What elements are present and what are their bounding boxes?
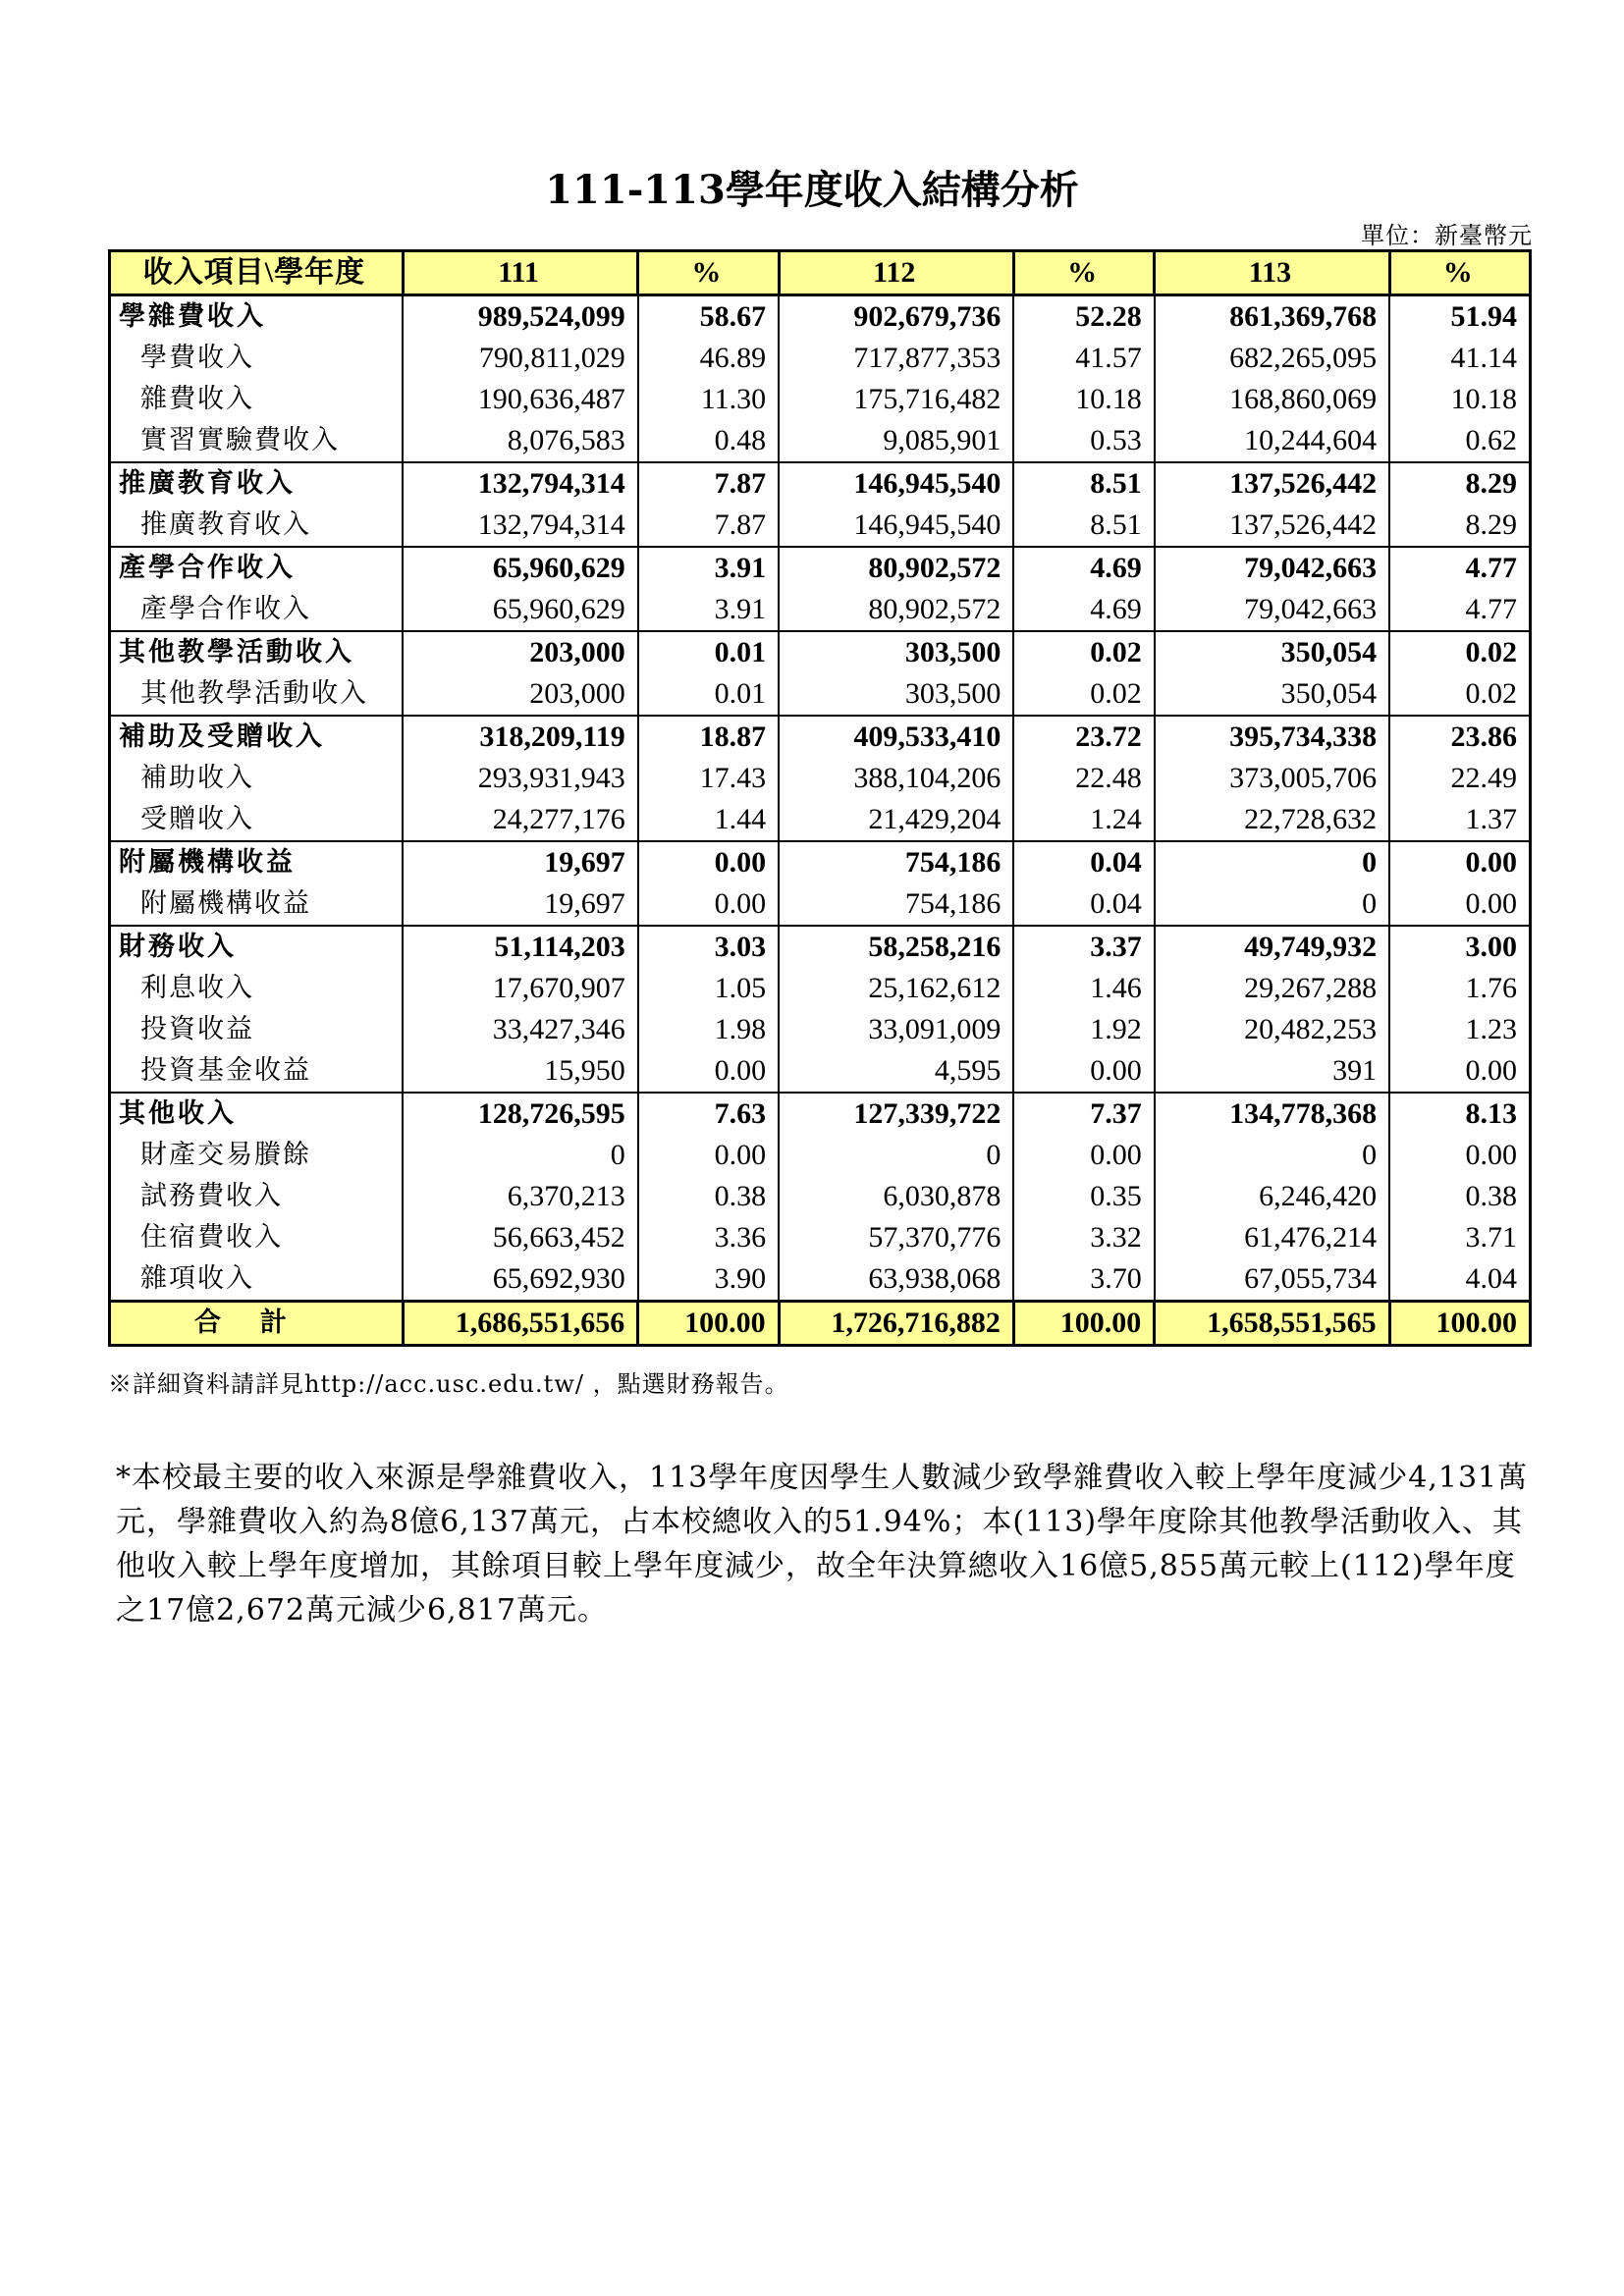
- header-year-111: 111: [403, 251, 637, 295]
- pct-111: 0.38: [638, 1176, 779, 1217]
- pct-112: 0.04: [1013, 841, 1154, 883]
- subitem-row: [110, 505, 1531, 547]
- subitem-row: [110, 1050, 1531, 1093]
- value-112: 717,877,353: [779, 338, 1013, 379]
- value-111: 15,950: [403, 1050, 637, 1093]
- value-111: 293,931,943: [403, 758, 637, 799]
- value-113: 137,526,442: [1155, 505, 1389, 547]
- pct-113: 3.00: [1389, 926, 1530, 968]
- pct-111: 0.00: [638, 1135, 779, 1176]
- value-113: 6,246,420: [1155, 1176, 1389, 1217]
- value-113: 682,265,095: [1155, 338, 1389, 379]
- pct-112: 52.28: [1013, 295, 1154, 339]
- item-label: 財務收入: [110, 926, 404, 968]
- pct-112: 23.72: [1013, 716, 1154, 758]
- item-label: 產學合作收入: [110, 547, 404, 589]
- item-label: 實習實驗費收入: [110, 420, 404, 462]
- pct-112: 4.69: [1013, 589, 1154, 631]
- pct-113: 0.38: [1389, 1176, 1530, 1217]
- item-label: 雜項收入: [110, 1258, 404, 1302]
- value-112: 127,339,722: [779, 1093, 1013, 1135]
- pct-113: 4.04: [1389, 1258, 1530, 1302]
- header-pct: %: [638, 251, 779, 295]
- value-112: 9,085,901: [779, 420, 1013, 462]
- revenue-table: [108, 249, 1532, 1347]
- pct-111: 0.00: [638, 841, 779, 883]
- pct-112: 3.70: [1013, 1258, 1154, 1302]
- value-113: 29,267,288: [1155, 968, 1389, 1009]
- item-label: 其他收入: [110, 1093, 404, 1135]
- value-112: 58,258,216: [779, 926, 1013, 968]
- summary-paragraph: *本校最主要的收入來源是學雜費收入，113學年度因學生人數減少致學雜費收入較上學年度減少4,131萬元，學雜費收入約為8億6,137萬元，占本校總收入的51.94%；本(113)學年度除其他教學活動收入、其他收入較上學年度增加，其餘項目較上學年度減少，故全年決算總收入16億5,855萬元較上(112)學年度之17億2,672萬元減少6,817萬元。: [116, 1461, 1529, 1628]
- subitem-row: [110, 1135, 1531, 1176]
- subitem-row: [110, 1009, 1531, 1050]
- table-header-row: [110, 251, 1531, 295]
- value-113: 79,042,663: [1155, 589, 1389, 631]
- value-113: 168,860,069: [1155, 379, 1389, 420]
- pct-112: 8.51: [1013, 462, 1154, 505]
- pct-113: 8.13: [1389, 1093, 1530, 1135]
- header-pct: %: [1013, 251, 1154, 295]
- total-row: [110, 1302, 1531, 1346]
- pct-112: 41.57: [1013, 338, 1154, 379]
- pct-113: 1.37: [1389, 799, 1530, 841]
- pct-111: 0.01: [638, 673, 779, 716]
- pct-112: 3.37: [1013, 926, 1154, 968]
- value-111: 65,960,629: [403, 589, 637, 631]
- pct-113: 10.18: [1389, 379, 1530, 420]
- value-113: 10,244,604: [1155, 420, 1389, 462]
- category-row: [110, 295, 1531, 339]
- header-year-113: 113: [1155, 251, 1389, 295]
- item-label: 投資收益: [110, 1009, 404, 1050]
- pct-113: 41.14: [1389, 338, 1530, 379]
- pct-111: 18.87: [638, 716, 779, 758]
- pct-113: 22.49: [1389, 758, 1530, 799]
- subitem-row: [110, 379, 1531, 420]
- total-113-pct: 100.00: [1389, 1302, 1530, 1346]
- category-row: [110, 1093, 1531, 1135]
- item-label: 財產交易賸餘: [110, 1135, 404, 1176]
- value-112: 80,902,572: [779, 547, 1013, 589]
- total-112: 1,726,716,882: [779, 1302, 1013, 1346]
- pct-111: 7.63: [638, 1093, 779, 1135]
- value-111: 56,663,452: [403, 1217, 637, 1258]
- value-113: 22,728,632: [1155, 799, 1389, 841]
- subitem-row: [110, 673, 1531, 716]
- value-111: 790,811,029: [403, 338, 637, 379]
- value-113: 20,482,253: [1155, 1009, 1389, 1050]
- value-111: 65,692,930: [403, 1258, 637, 1302]
- total-111-pct: 100.00: [638, 1302, 779, 1346]
- item-label: 補助及受贈收入: [110, 716, 404, 758]
- value-112: 146,945,540: [779, 505, 1013, 547]
- item-label: 附屬機構收益: [110, 883, 404, 926]
- value-111: 19,697: [403, 841, 637, 883]
- value-112: 303,500: [779, 673, 1013, 716]
- item-label: 投資基金收益: [110, 1050, 404, 1093]
- value-111: 203,000: [403, 673, 637, 716]
- pct-113: 8.29: [1389, 505, 1530, 547]
- value-112: 146,945,540: [779, 462, 1013, 505]
- pct-111: 3.03: [638, 926, 779, 968]
- item-label: 產學合作收入: [110, 589, 404, 631]
- pct-111: 0.00: [638, 1050, 779, 1093]
- value-111: 24,277,176: [403, 799, 637, 841]
- value-113: 0: [1155, 841, 1389, 883]
- value-112: 57,370,776: [779, 1217, 1013, 1258]
- subitem-row: [110, 1258, 1531, 1302]
- pct-111: 7.87: [638, 505, 779, 547]
- total-113: 1,658,551,565: [1155, 1302, 1389, 1346]
- pct-113: 0.00: [1389, 1050, 1530, 1093]
- value-111: 65,960,629: [403, 547, 637, 589]
- pct-113: 4.77: [1389, 589, 1530, 631]
- pct-112: 0.53: [1013, 420, 1154, 462]
- value-111: 132,794,314: [403, 505, 637, 547]
- category-row: [110, 926, 1531, 968]
- pct-113: 0.00: [1389, 883, 1530, 926]
- value-112: 21,429,204: [779, 799, 1013, 841]
- pct-111: 58.67: [638, 295, 779, 339]
- item-label: 試務費收入: [110, 1176, 404, 1217]
- item-label: 推廣教育收入: [110, 505, 404, 547]
- pct-111: 1.98: [638, 1009, 779, 1050]
- subitem-row: [110, 883, 1531, 926]
- value-112: 388,104,206: [779, 758, 1013, 799]
- value-112: 4,595: [779, 1050, 1013, 1093]
- pct-111: 3.90: [638, 1258, 779, 1302]
- value-113: 373,005,706: [1155, 758, 1389, 799]
- pct-111: 46.89: [638, 338, 779, 379]
- category-row: [110, 631, 1531, 673]
- subitem-row: [110, 420, 1531, 462]
- value-112: 6,030,878: [779, 1176, 1013, 1217]
- total-label: 合計: [110, 1302, 404, 1346]
- value-113: 350,054: [1155, 631, 1389, 673]
- page-title: 111-113學年度收入結構分析: [545, 167, 1079, 213]
- pct-111: 0.00: [638, 883, 779, 926]
- total-111: 1,686,551,656: [403, 1302, 637, 1346]
- value-111: 6,370,213: [403, 1176, 637, 1217]
- value-113: 0: [1155, 883, 1389, 926]
- item-label: 學費收入: [110, 338, 404, 379]
- pct-111: 7.87: [638, 462, 779, 505]
- pct-111: 0.48: [638, 420, 779, 462]
- pct-111: 3.36: [638, 1217, 779, 1258]
- total-112-pct: 100.00: [1013, 1302, 1154, 1346]
- subitem-row: [110, 1217, 1531, 1258]
- pct-112: 3.32: [1013, 1217, 1154, 1258]
- pct-112: 7.37: [1013, 1093, 1154, 1135]
- subitem-row: [110, 968, 1531, 1009]
- value-113: 61,476,214: [1155, 1217, 1389, 1258]
- value-112: 902,679,736: [779, 295, 1013, 339]
- subitem-row: [110, 1176, 1531, 1217]
- value-111: 132,794,314: [403, 462, 637, 505]
- pct-113: 4.77: [1389, 547, 1530, 589]
- value-113: 49,749,932: [1155, 926, 1389, 968]
- pct-113: 0.00: [1389, 1135, 1530, 1176]
- pct-112: 0.00: [1013, 1135, 1154, 1176]
- item-label: 補助收入: [110, 758, 404, 799]
- pct-113: 3.71: [1389, 1217, 1530, 1258]
- item-label: 附屬機構收益: [110, 841, 404, 883]
- value-112: 0: [779, 1135, 1013, 1176]
- item-label: 受贈收入: [110, 799, 404, 841]
- item-label: 利息收入: [110, 968, 404, 1009]
- value-111: 17,670,907: [403, 968, 637, 1009]
- subitem-row: [110, 758, 1531, 799]
- pct-112: 0.04: [1013, 883, 1154, 926]
- value-113: 137,526,442: [1155, 462, 1389, 505]
- subitem-row: [110, 799, 1531, 841]
- category-row: [110, 547, 1531, 589]
- pct-112: 8.51: [1013, 505, 1154, 547]
- subitem-row: [110, 589, 1531, 631]
- pct-113: 23.86: [1389, 716, 1530, 758]
- value-111: 33,427,346: [403, 1009, 637, 1050]
- value-111: 128,726,595: [403, 1093, 637, 1135]
- footnote: ※詳細資料請詳見http://acc.usc.edu.tw/ ，點選財務報告。: [108, 1370, 789, 1398]
- subitem-row: [110, 338, 1531, 379]
- value-112: 25,162,612: [779, 968, 1013, 1009]
- item-label: 住宿費收入: [110, 1217, 404, 1258]
- pct-113: 51.94: [1389, 295, 1530, 339]
- value-113: 395,734,338: [1155, 716, 1389, 758]
- item-label: 雜費收入: [110, 379, 404, 420]
- pct-112: 1.92: [1013, 1009, 1154, 1050]
- pct-113: 8.29: [1389, 462, 1530, 505]
- pct-112: 4.69: [1013, 547, 1154, 589]
- pct-112: 0.00: [1013, 1050, 1154, 1093]
- item-label: 推廣教育收入: [110, 462, 404, 505]
- pct-113: 0.02: [1389, 673, 1530, 716]
- value-113: 134,778,368: [1155, 1093, 1389, 1135]
- value-111: 318,209,119: [403, 716, 637, 758]
- value-111: 203,000: [403, 631, 637, 673]
- value-112: 80,902,572: [779, 589, 1013, 631]
- value-112: 303,500: [779, 631, 1013, 673]
- pct-111: 1.05: [638, 968, 779, 1009]
- pct-112: 1.24: [1013, 799, 1154, 841]
- value-112: 754,186: [779, 841, 1013, 883]
- pct-112: 0.02: [1013, 631, 1154, 673]
- value-113: 391: [1155, 1050, 1389, 1093]
- pct-111: 1.44: [638, 799, 779, 841]
- value-111: 8,076,583: [403, 420, 637, 462]
- category-row: [110, 841, 1531, 883]
- pct-112: 22.48: [1013, 758, 1154, 799]
- value-111: 989,524,099: [403, 295, 637, 339]
- item-label: 學雜費收入: [110, 295, 404, 339]
- pct-113: 1.76: [1389, 968, 1530, 1009]
- category-row: [110, 462, 1531, 505]
- pct-111: 3.91: [638, 589, 779, 631]
- value-113: 67,055,734: [1155, 1258, 1389, 1302]
- pct-111: 17.43: [638, 758, 779, 799]
- value-113: 350,054: [1155, 673, 1389, 716]
- value-111: 0: [403, 1135, 637, 1176]
- category-row: [110, 716, 1531, 758]
- pct-112: 0.35: [1013, 1176, 1154, 1217]
- pct-113: 0.02: [1389, 631, 1530, 673]
- value-113: 0: [1155, 1135, 1389, 1176]
- header-pct: %: [1389, 251, 1530, 295]
- pct-113: 0.00: [1389, 841, 1530, 883]
- pct-112: 0.02: [1013, 673, 1154, 716]
- value-112: 33,091,009: [779, 1009, 1013, 1050]
- pct-111: 0.01: [638, 631, 779, 673]
- header-item: 收入項目\學年度: [110, 251, 404, 295]
- item-label: 其他教學活動收入: [110, 631, 404, 673]
- pct-111: 3.91: [638, 547, 779, 589]
- pct-112: 1.46: [1013, 968, 1154, 1009]
- item-label: 其他教學活動收入: [110, 673, 404, 716]
- pct-113: 1.23: [1389, 1009, 1530, 1050]
- value-112: 754,186: [779, 883, 1013, 926]
- pct-112: 10.18: [1013, 379, 1154, 420]
- pct-111: 11.30: [638, 379, 779, 420]
- value-113: 79,042,663: [1155, 547, 1389, 589]
- value-113: 861,369,768: [1155, 295, 1389, 339]
- pct-113: 0.62: [1389, 420, 1530, 462]
- value-111: 51,114,203: [403, 926, 637, 968]
- header-year-112: 112: [779, 251, 1013, 295]
- value-111: 190,636,487: [403, 379, 637, 420]
- value-112: 63,938,068: [779, 1258, 1013, 1302]
- unit-label: 單位：新臺幣元: [1361, 222, 1533, 249]
- value-111: 19,697: [403, 883, 637, 926]
- value-112: 175,716,482: [779, 379, 1013, 420]
- value-112: 409,533,410: [779, 716, 1013, 758]
